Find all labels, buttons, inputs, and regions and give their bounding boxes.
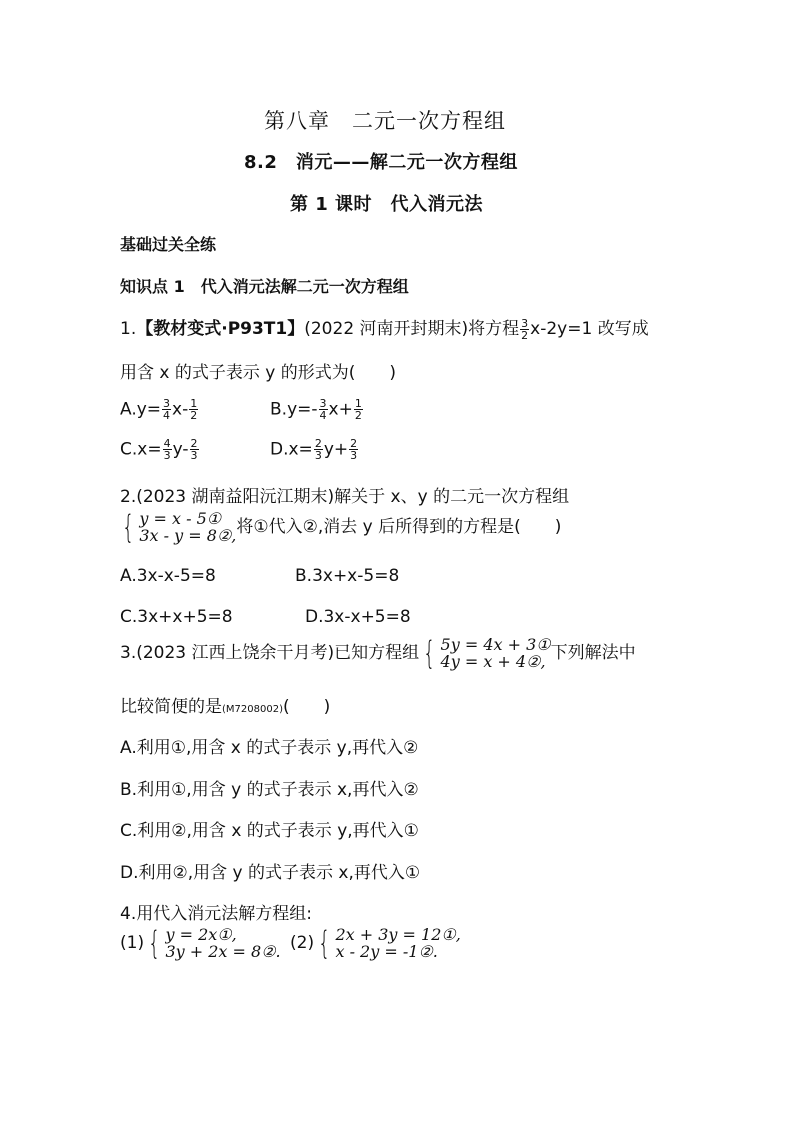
q1-line1 xyxy=(120,314,649,341)
knowledge-point-heading: 知识点 1 代入消元法解二元一次方程组 xyxy=(120,277,409,296)
q1-tag: 【教材变式·P93T1】 xyxy=(136,319,305,339)
q1-option-a: A.y= $\frac{3}{4}$ x- $\frac{1}{2}$ xyxy=(120,397,198,422)
q2-option-d: D.3x-x+5=8 xyxy=(305,607,411,627)
q1-number: 1. xyxy=(120,319,137,339)
q1-line2: 用含 x 的式子表示 y 的形式为( ) xyxy=(120,363,397,383)
q1-option-c: C.x= $\frac{4}{3}$ y- $\frac{2}{3}$ xyxy=(120,437,198,462)
q3-option-c: C.利用②,用含 x 的式子表示 y,再代入① xyxy=(120,821,419,841)
q2-tail: 将①代入②,消去 y 后所得到的方程是( ) xyxy=(236,517,562,537)
q3-code: (M7208002) xyxy=(222,704,283,715)
q2-line1: 2.(2023 湖南益阳沅江期末)解关于 x、y 的二元一次方程组 xyxy=(120,487,570,507)
q4-part2: (2) { 2x + 3y = 12①, x - 2y = -1②. xyxy=(290,924,461,962)
practice-heading: 基础过关全练 xyxy=(120,235,217,254)
q4-p2-equation-system: { 2x + 3y = 12①, x - 2y = -1②. xyxy=(318,924,461,962)
q3-line2: 比较简便的是(M7208002)( ) xyxy=(120,697,331,717)
q1-option-b: B.y=- $\frac{3}{4}$ x+ $\frac{1}{2}$ xyxy=(270,397,362,422)
q3-option-d: D.利用②,用含 y 的式子表示 x,再代入① xyxy=(120,863,421,883)
q3-line1: 3.(2023 江西上饶余干月考)已知方程组 { 5y = 4x + 3① 4y = x + 4②, 下列解法中 xyxy=(120,634,636,672)
q2-option-a: A.3x-x-5=8 xyxy=(120,566,216,586)
section-title: 8.2 消元——解二元一次方程组 xyxy=(244,152,518,173)
q4-part1: (1) { y = 2x①, 3y + 2x = 8②. xyxy=(120,924,281,962)
q3-equation-system: { 5y = 4x + 3① 4y = x + 4②, xyxy=(423,634,551,672)
q1-tail: x-2y=1 改写成 xyxy=(530,319,649,339)
q1-option-d: D.x= $\frac{2}{3}$ y+ $\frac{2}{3}$ xyxy=(270,437,358,462)
q1-fraction: $\frac{3}{2}$ xyxy=(521,316,529,342)
q3-option-b: B.利用①,用含 y 的式子表示 x,再代入② xyxy=(120,780,419,800)
chapter-title: 第八章 二元一次方程组 xyxy=(264,109,506,133)
lesson-title: 第 1 课时 代入消元法 xyxy=(290,194,484,215)
q4-line1: 4.用代入消元法解方程组: xyxy=(120,904,312,924)
q2-option-b: B.3x+x-5=8 xyxy=(295,566,400,586)
q4-p1-equation-system: { y = 2x①, 3y + 2x = 8②. xyxy=(148,924,281,962)
q1-source: (2022 河南开封期末)将方程 xyxy=(304,319,520,339)
q2-equation-system: { y = x - 5① 3x - y = 8②, xyxy=(122,508,237,546)
q2-line2 xyxy=(118,510,561,544)
q3-option-a: A.利用①,用含 x 的式子表示 y,再代入② xyxy=(120,738,419,758)
q2-option-c: C.3x+x+5=8 xyxy=(120,607,233,627)
